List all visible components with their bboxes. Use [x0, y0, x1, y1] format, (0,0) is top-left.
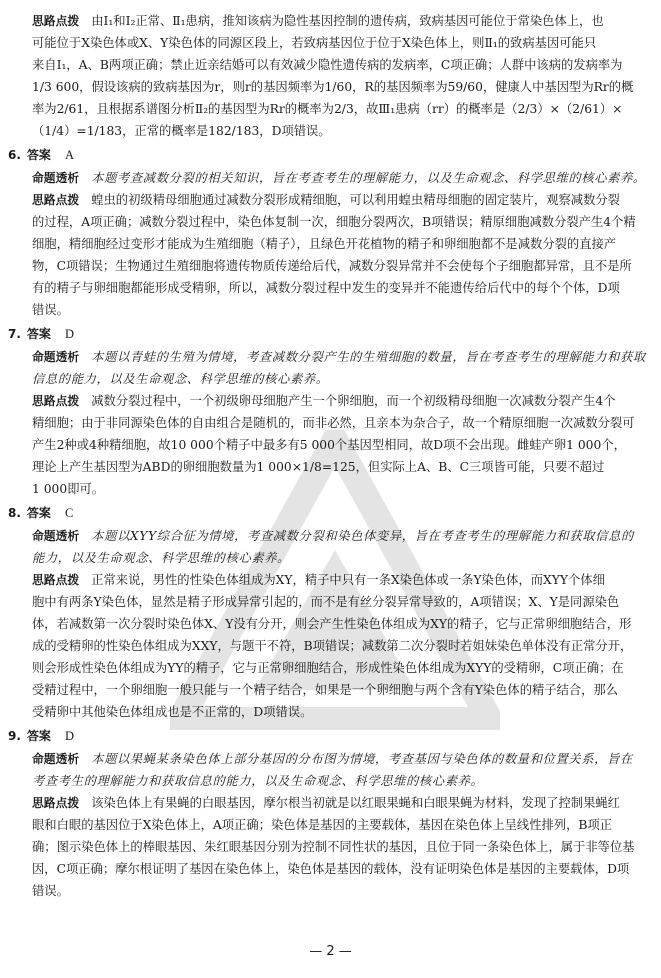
q6-stdb-line-3: 细胞，精细胞经过变形才能成为生殖细胞（精子），且绿色开花植物的精子和卵细胞都不是减数分裂的直接产 — [32, 237, 617, 251]
q8-stdb-line-7: 受精卵中其他染色体组成也是不正常的，D项错误。 — [32, 705, 313, 719]
q8-answer-line — [8, 501, 654, 525]
q8-cmts-line-2: 能力，以及生命观念、科学思维的核心素养。 — [32, 551, 290, 565]
answer-label: 答案 — [26, 729, 51, 743]
q6-stdb-line-4: 物，C项错误；生物通过生殖细胞将遗传物质传递给后代，减数分裂异常并不会使每个子细胞都异常，且不是所 — [32, 259, 632, 273]
stdb-label: 思路点拨 — [32, 193, 80, 207]
question-7 — [8, 322, 654, 500]
q8-number: 8. — [8, 506, 21, 520]
q7-answer-line — [8, 322, 654, 346]
q9-stdb-line-1: 思路点拨 该染色体上有果蝇的白眼基因，摩尔根当初就是以红眼果蝇和白眼果蝇为材料，发现了控制果蝇红 — [32, 796, 620, 810]
q6-answer: A — [64, 148, 74, 162]
q6-stdb-line-5: 有的精子与卵细胞都能形成受精卵，所以，减数分裂过程中发生的变异并不能遗传给后代中的每个个体，D项 — [32, 281, 620, 295]
answer-label: 答案 — [26, 327, 51, 341]
q9-stdb-line-5: 错误。 — [32, 884, 69, 898]
q9-number: 9. — [8, 729, 21, 743]
cmts-label: 命题透析 — [32, 171, 80, 185]
stdb-label: 思路点拨 — [32, 796, 80, 810]
stdb-label: 思路点拨 — [32, 394, 80, 408]
q9-stdb-line-4: 因，C项正确；摩尔根证明了基因在染色体上，染色体是基因的载体，没有证明染色体是基因的主要载体，D项 — [32, 862, 630, 876]
answer-label: 答案 — [26, 506, 51, 520]
q6-stdb-line-2: 的过程，A项正确；减数分裂过程中，染色体复制一次，细胞分裂两次，B项错误；精原细胞减数分裂产生4个精 — [32, 215, 636, 229]
q8-stdb-line-5: 则会形成性染色体组成为YY的精子，它与正常卵细胞结合，形成性染色体组成为XYY的受精卵，C项正确；在 — [32, 661, 624, 675]
q6-cmts: 命题透析 本题考查减数分裂的相关知识，旨在考查考生的理解能力，以及生命观念、科学思维的核心素养。 — [32, 171, 646, 185]
q8-stdb-line-6: 受精过程中，一个卵细胞一般只能与一个精子结合，如果是一个卵细胞与两个含有Y染色体的精子结合，那么 — [32, 683, 619, 697]
q9-stdb-line-2: 眼和白眼的基因位于X染色体上，A项正确；染色体是基因的主要载体，基因在染色体上呈线性排列，B项正 — [32, 818, 613, 832]
q8-stdb-line-3: 体，若减数第一次分裂时染色体X、Y没有分开，则会产生性染色体组成为XY的精子，它与正常卵细胞结合，形 — [32, 617, 632, 631]
stdb-label: 思路点拨 — [32, 573, 80, 587]
q7-stdb-line-5: 1 000即可。 — [32, 482, 105, 496]
cmts-label: 命题透析 — [32, 529, 80, 543]
q7-answer: D — [64, 327, 74, 341]
q5-analysis-line-4: 1/3 600，假设该病的致病基因为r，则r的基因频率为1/60，R的基因频率为59/60，健康人中基因型为Rr的概 — [32, 80, 634, 94]
q7-cmts-line-2: 信息的能力，以及生命观念、科学思维的核心素养。 — [32, 372, 329, 386]
q5-analysis-line-1: 思路点拨 由Ⅰ₁和Ⅰ₂正常、Ⅱ₁患病，推知该病为隐性基因控制的遗传病，致病基因可能位于常染色体上，也 — [32, 14, 604, 28]
cmts-label: 命题透析 — [32, 350, 80, 364]
question-9 — [8, 724, 654, 902]
q9-answer-line — [8, 724, 654, 748]
page-number: — 2 — — [309, 944, 352, 959]
q7-stdb-line-4: 理论上产生基因型为ABD的卵细胞数量为1 000×1/8=125，但实际上A、B、C三项皆可能，只要不超过 — [32, 460, 605, 474]
q9-cmts-line-1: 命题透析 本题以果蝇某条染色体上部分基因的分布图为情境，考查基因与染色体的数量和位置关系，旨在 — [32, 752, 633, 766]
q6-stdb-line-1: 思路点拨 蝗虫的初级精母细胞通过减数分裂形成精细胞，可以利用蝗虫精母细胞的固定装片，观察减数分裂 — [32, 193, 620, 207]
q5-analysis-line-3: 来自Ⅰ₁，A、B两项正确；禁止近亲结婚可以有效减少隐性遗传病的发病率，C项正确；人群中该病的发病率为 — [32, 58, 623, 72]
q8-answer: C — [64, 506, 74, 520]
q6-answer-line — [8, 143, 654, 167]
q7-cmts-line-1: 命题透析 本题以青蛙的生殖为情境，考查减数分裂产生的生殖细胞的数量，旨在考查考生的理解能力和获取 — [32, 350, 646, 364]
stdb-label: 思路点拨 — [32, 14, 80, 28]
q5-analysis-line-6: （1/4）=1/183，正常的概率是182/183，D项错误。 — [32, 124, 331, 138]
q6-number: 6. — [8, 148, 21, 162]
q9-answer: D — [64, 729, 74, 743]
q8-stdb-line-2: 胞中有两条Y染色体，显然是精子形成异常引起的，而不是有丝分裂异常导致的，A项错误；X、Y是同源染色 — [32, 595, 620, 609]
q6-stdb-line-6: 错误。 — [32, 303, 69, 317]
q7-stdb-line-1: 思路点拨 减数分裂过程中，一个初级卵母细胞产生一个卵细胞，而一个初级精母细胞一次减数分裂产生4个 — [32, 394, 616, 408]
content — [8, 10, 654, 902]
question-6 — [8, 143, 654, 321]
q8-stdb-line-4: 成的受精卵的性染色体组成为XXY，与题干不符，B项错误；减数第二次分裂时若姐妹染色单体没有正常分开， — [32, 639, 633, 653]
question-5-continuation — [8, 10, 654, 142]
cmts-label: 命题透析 — [32, 752, 80, 766]
question-8 — [8, 501, 654, 723]
q9-cmts-line-2: 考查考生的理解能力和获取信息的能力，以及生命观念、科学思维的核心素养。 — [32, 774, 484, 788]
q5-analysis-line-2: 可能位于X染色体或X、Y染色体的同源区段上，若致病基因位于位于X染色体上，则Ⅱ₁的致病基因可能只 — [32, 36, 597, 50]
q5-analysis-line-5: 率为2/61，且根据系谱图分析Ⅱ₂的基因型为Rr的概率为2/3，故Ⅲ₁患病（rr）的概率是（2/3）×（2/61）× — [32, 102, 623, 116]
q9-stdb-line-3: 确；图示染色体上的棒眼基因、朱红眼基因分别为控制不同性状的基因，且位于同一条染色体上，属于非等位基 — [32, 840, 635, 854]
q7-number: 7. — [8, 327, 21, 341]
answer-label: 答案 — [26, 148, 51, 162]
q8-cmts-line-1: 命题透析 本题以XYY综合征为情境，考查减数分裂和染色体变异，旨在考查考生的理解能力和获取信息的 — [32, 529, 634, 543]
q8-stdb-line-1: 思路点拨 正常来说，男性的性染色体组成为XY，精子中只有一条X染色体或一条Y染色体，而XYY个体细 — [32, 573, 605, 587]
q7-stdb-line-3: 产生2种或4种精细胞，故10 000个精子中最多有5 000个基因型相同，故D项不会出现。雌蛙产卵1 000个， — [32, 438, 626, 452]
q7-stdb-line-2: 精细胞；由于非同源染色体的自由组合是随机的，而非必然，且亲本为杂合子，故一个精原细胞一次减数分裂可 — [32, 416, 635, 430]
